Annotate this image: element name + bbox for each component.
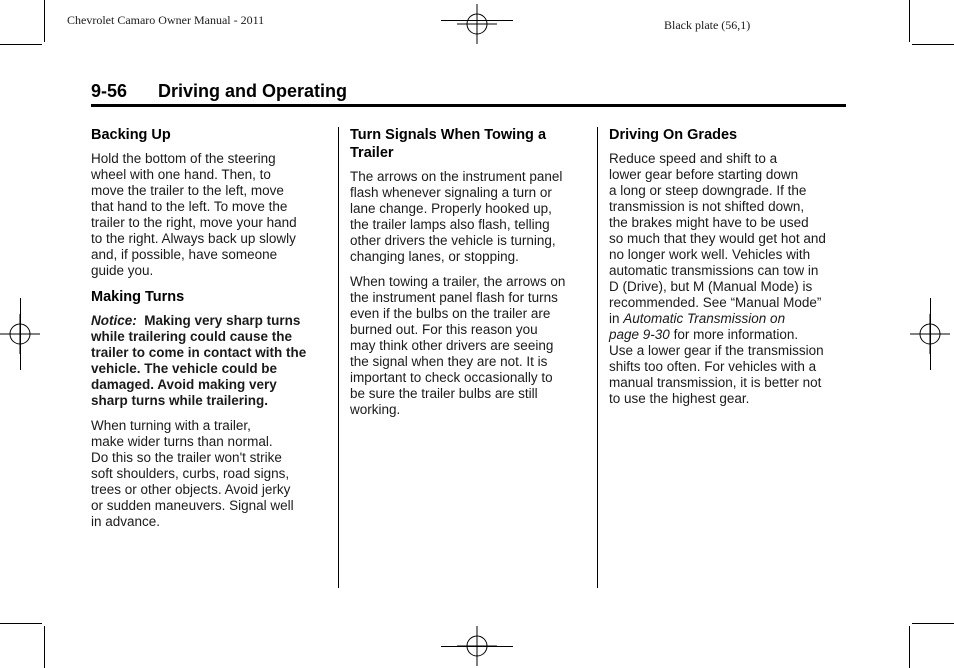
cross-reference-link[interactable]: Automatic Transmission on xyxy=(623,311,786,326)
crop-mark-tl-v xyxy=(44,0,45,42)
crop-mark-br-v xyxy=(909,626,910,668)
column-3 xyxy=(609,126,849,407)
crop-mark-br-h xyxy=(912,623,954,624)
notice-label: Notice: xyxy=(91,313,137,328)
cross-reference-page[interactable]: page 9‑30 xyxy=(609,327,670,342)
crop-mark-bl-v xyxy=(44,626,45,668)
paragraph-turn-signals-1: The arrows on the instrument panel flash whenever signaling a turn or lane change. Properly hooked up, the trailer lamps also flash, telling other drivers the vehicle is turning, changing lanes, or stopping. xyxy=(350,169,563,264)
crop-mark-bl-h xyxy=(0,623,42,624)
heading-backing-up: Backing Up xyxy=(91,127,171,143)
registration-line-bottom xyxy=(441,646,513,647)
registration-line-left xyxy=(20,298,21,370)
registration-line-top xyxy=(441,20,513,21)
column-2 xyxy=(350,126,586,418)
heading-turn-signals: Turn Signals When Towing a Trailer xyxy=(350,127,547,161)
paragraph-backing-up: Hold the bottom of the steering wheel with one hand. Then, to move the trailer to the left, move that hand to the left. To move the trailer to the right, move your hand to the right. Always back up slowly and, if possible, have someone guide you. xyxy=(91,151,297,278)
registration-line-right xyxy=(930,298,931,370)
crop-mark-tl-h xyxy=(0,44,42,45)
section-title: Driving and Operating xyxy=(158,81,348,101)
crop-mark-tr-v xyxy=(909,0,910,42)
heading-driving-on-grades: Driving On Grades xyxy=(609,127,738,143)
crop-mark-tr-h xyxy=(912,44,954,45)
column-divider-1 xyxy=(338,127,339,588)
heading-making-turns: Making Turns xyxy=(91,289,185,305)
page-header xyxy=(91,80,846,107)
paragraph-driving-on-grades: Reduce speed and shift to a lower gear before starting down a long or steep downgrade. If the transmission is not shifted down, the brakes might have to be used so much that they would get hot and no longer work well. Vehicles with automatic transmissions can tow in D (Drive), but M (Manual Mode) is recommended. See “Manual Mode” in Automatic Transmission on page 9‑30 for more information. Use a lower gear if the transmission shifts too often. For vehicles with a manual transmission, it is better not to use the highest gear. xyxy=(609,151,826,406)
plate-label: Black plate (56,1) xyxy=(664,18,751,32)
column-1 xyxy=(91,126,327,530)
paragraph-turn-signals-2: When towing a trailer, the arrows on the instrument panel flash for turns even if the bulbs on the trailer are burned out. For this reason you may think other drivers are seeing the signal when they are not. It is important to check occasionally to be sure the trailer bulbs are still working. xyxy=(350,274,566,417)
paragraph-making-turns: When turning with a trailer, make wider turns than normal. Do this so the trailer won't strike soft shoulders, curbs, road signs, trees or other objects. Avoid jerky or sudden maneuvers. Signal well in advance. xyxy=(91,418,294,529)
registration-mark-top-icon xyxy=(457,4,497,44)
column-divider-2 xyxy=(597,127,598,588)
page-number: 9-56 xyxy=(91,81,128,101)
manual-title: Chevrolet Camaro Owner Manual - 2011 xyxy=(67,13,265,27)
notice-making-turns: Notice: Making very sharp turns while trailering could cause the trailer to come in contact with the vehicle. The vehicle could be damaged. Avoid making very sharp turns while trailering. xyxy=(91,313,307,408)
